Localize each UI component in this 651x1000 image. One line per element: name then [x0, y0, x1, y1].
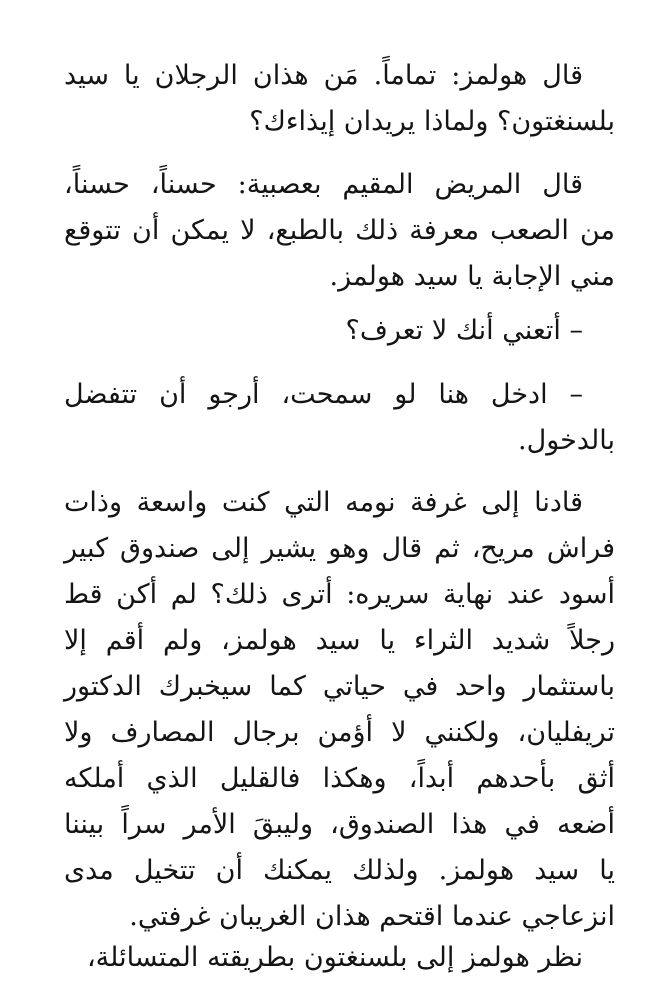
text-line: قال المريض المقيم بعصبية: حسناً، حسناً، — [64, 169, 583, 200]
text-line: – أتعني أنك لا تعرف؟ — [345, 315, 583, 346]
text-line: انزعاجي عندما اقتحم هذان الغريبان غرفتي. — [129, 901, 615, 932]
text-line: أثق بأحدهم أبداً، وهكذا فالقليل الذي أملكه — [64, 763, 615, 794]
text-line: قادنا إلى غرفة نومه التي كنت واسعة وذات — [64, 487, 583, 518]
text-line: قال هولمز: تماماً. مَن هذان الرجلان يا سيد — [64, 60, 583, 91]
text-line: فراش مريح، ثم قال وهو يشير إلى صندوق كبير — [64, 533, 615, 564]
text-line: رجلاً شديد الثراء يا سيد هولمز، ولم أقم إلا — [64, 625, 615, 656]
text-line: أسود عند نهاية سريره: أترى ذلك؟ لم أكن قط — [64, 579, 615, 610]
text-line: نظر هولمز إلى بلسنغتون بطريقته المتسائلة، — [86, 942, 583, 973]
text-line: بلسنغتون؟ ولماذا يريدان إيذاءك؟ — [249, 106, 615, 137]
text-line: مني الإجابة يا سيد هولمز. — [329, 261, 615, 292]
text-line: أضعه في هذا الصندوق، وليبقَ الأمر سراً بيننا — [64, 809, 615, 840]
text-line: بالدخول. — [518, 425, 615, 456]
text-line: باستثمار واحد في حياتي كما سيخبرك الدكتور — [64, 671, 615, 702]
text-line: من الصعب معرفة ذلك بالطبع، لا يمكن أن تتوقع — [64, 215, 615, 246]
text-line: تريفليان، ولكنني لا أؤمن برجال المصارف ولا — [64, 717, 615, 748]
text-line: – ادخل هنا لو سمحت، أرجو أن تتفضل — [64, 379, 583, 410]
text-line: يا سيد هولمز. ولذلك يمكنك أن تتخيل مدى — [64, 855, 615, 886]
